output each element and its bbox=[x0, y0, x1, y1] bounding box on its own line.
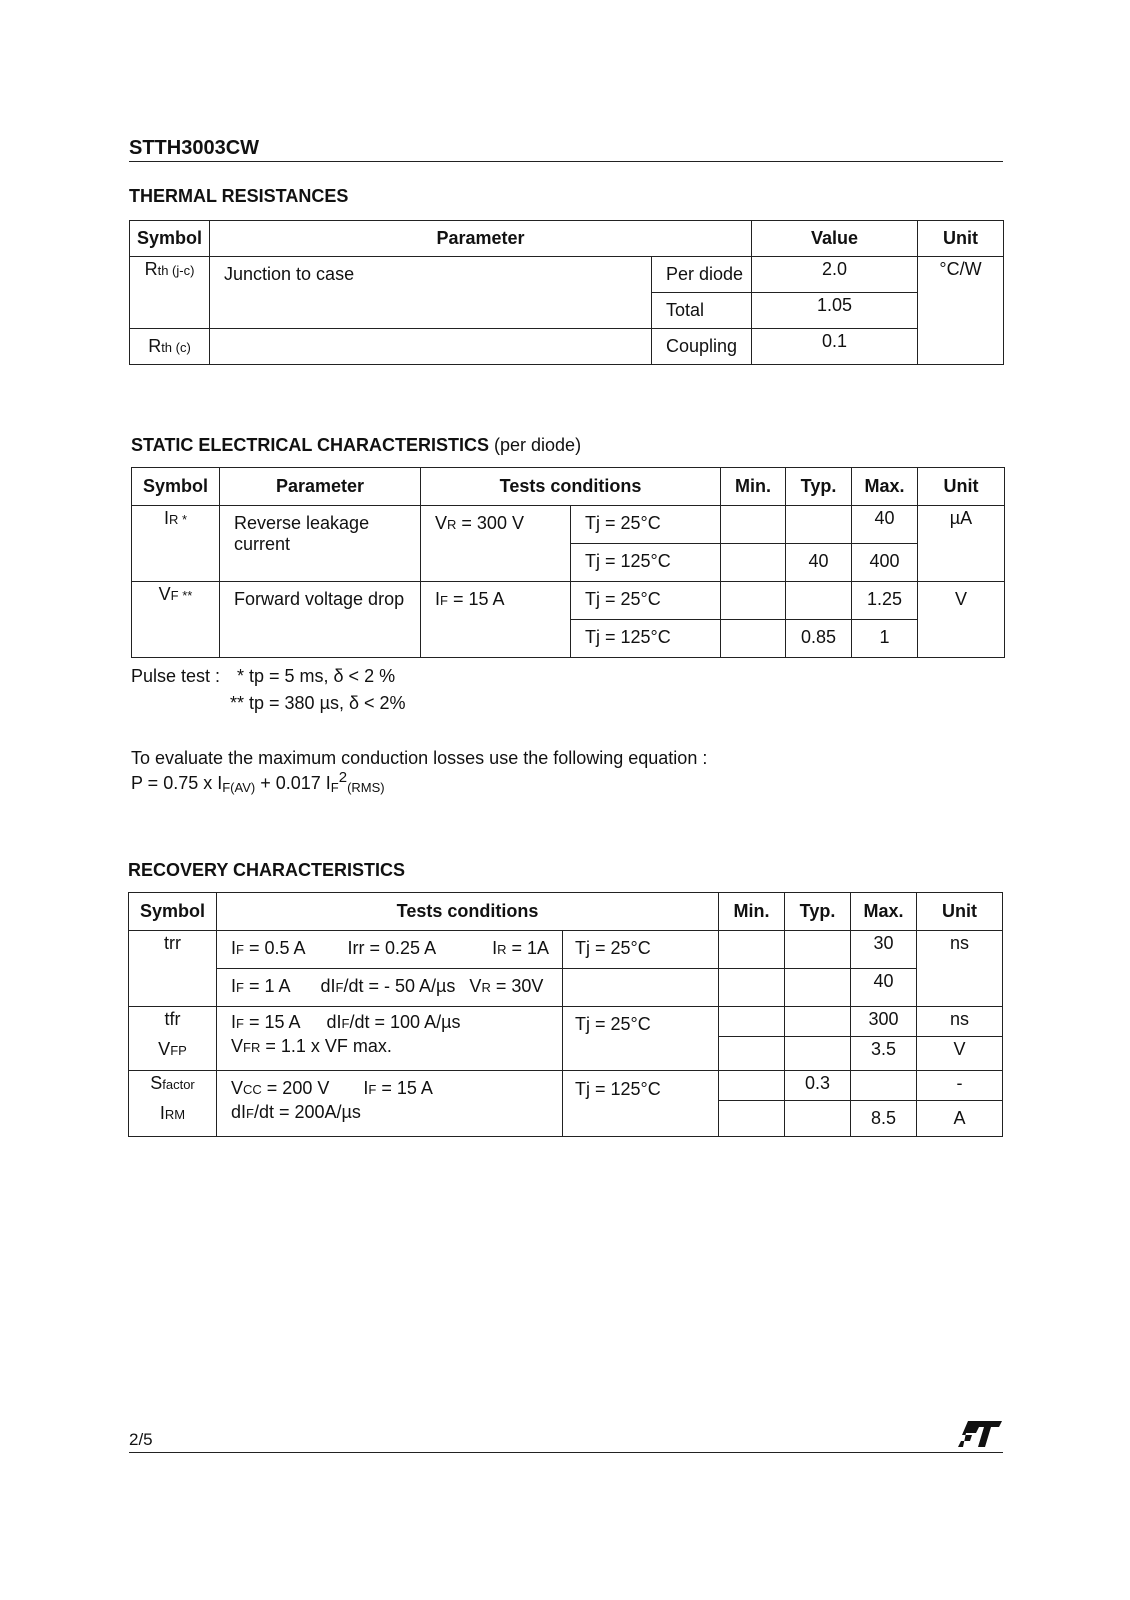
thermal-table bbox=[129, 220, 1004, 365]
trr-cond-tj-empty bbox=[563, 969, 719, 1007]
trr-cond-tj: Tj = 25°C bbox=[563, 931, 719, 969]
st-logo-icon bbox=[958, 1420, 1004, 1448]
footer-rule bbox=[129, 1452, 1003, 1453]
unit-vfp: V bbox=[917, 1037, 1003, 1071]
value-total: 1.05 bbox=[752, 293, 918, 329]
tfr-cond: IF = 15 A dIF/dt = 100 A/µs VFR = 1.1 x VF max. bbox=[217, 1007, 563, 1071]
col-tests: Tests conditions bbox=[217, 893, 719, 931]
max-vfp: 3.5 bbox=[851, 1037, 917, 1071]
symbol-rth-c: Rth (c) bbox=[130, 329, 210, 365]
cond-vr: VR = 300 V bbox=[421, 506, 571, 582]
tfr-cond-tj: Tj = 25°C bbox=[563, 1007, 719, 1071]
symbol-vfp: VFP bbox=[129, 1037, 217, 1071]
min-irm bbox=[719, 1101, 785, 1137]
col-max: Max. bbox=[851, 893, 917, 931]
cond-tj-25: Tj = 25°C bbox=[571, 582, 721, 620]
min-ir-125 bbox=[721, 544, 786, 582]
col-max: Max. bbox=[852, 468, 918, 506]
max-vf-125: 1 bbox=[852, 620, 918, 658]
max-ir-125: 400 bbox=[852, 544, 918, 582]
symbol-tfr: tfr bbox=[129, 1007, 217, 1037]
static-heading-note: (per diode) bbox=[494, 435, 582, 455]
min-tfr bbox=[719, 1007, 785, 1037]
recovery-heading: RECOVERY CHARACTERISTICS bbox=[128, 860, 406, 880]
typ-vfp bbox=[785, 1037, 851, 1071]
typ-tfr bbox=[785, 1007, 851, 1037]
symbol-trr: trr bbox=[129, 931, 217, 1007]
static-table bbox=[131, 467, 1005, 658]
trr-cond-row1: IF = 0.5 A Irr = 0.25 A IR = 1A bbox=[217, 931, 563, 969]
page-number: 2/5 bbox=[129, 1430, 153, 1449]
max-vf-25: 1.25 bbox=[852, 582, 918, 620]
param-empty bbox=[210, 329, 652, 365]
min-ir-25 bbox=[721, 506, 786, 544]
unit-trr: ns bbox=[917, 931, 1003, 1007]
trr-cond-row2: IF = 1 A dIF/dt = - 50 A/µs VR = 30V bbox=[217, 969, 563, 1007]
col-unit: Unit bbox=[918, 221, 1004, 257]
col-symbol: Symbol bbox=[129, 893, 217, 931]
equation: P = 0.75 x $I_{F(AV)} + 0.017$ $I_F^2_{(RMS)}$ bbox=[131, 769, 385, 795]
col-parameter: Parameter bbox=[210, 221, 752, 257]
col-unit: Unit bbox=[918, 468, 1005, 506]
min-trr-1 bbox=[719, 931, 785, 969]
cond-per-diode: Per diode bbox=[652, 257, 752, 293]
cond-if: IF = 15 A bbox=[421, 582, 571, 658]
col-min: Min. bbox=[719, 893, 785, 931]
unit-v: V bbox=[918, 582, 1005, 658]
col-parameter: Parameter bbox=[220, 468, 421, 506]
sfactor-cond: VCC = 200 V IF = 15 A dIF/dt = 200A/µs bbox=[217, 1071, 563, 1137]
symbol-rth-jc: Rth (j-c) bbox=[130, 257, 210, 329]
max-trr-1: 30 bbox=[851, 931, 917, 969]
cond-tj-25: Tj = 25°C bbox=[571, 506, 721, 544]
col-min: Min. bbox=[721, 468, 786, 506]
min-trr-2 bbox=[719, 969, 785, 1007]
col-tests: Tests conditions bbox=[421, 468, 721, 506]
col-typ: Typ. bbox=[785, 893, 851, 931]
typ-sfactor: 0.3 bbox=[785, 1071, 851, 1101]
sfactor-cond-tj: Tj = 125°C bbox=[563, 1071, 719, 1137]
symbol-vf: VF ** bbox=[132, 582, 220, 658]
value-coupling: 0.1 bbox=[752, 329, 918, 365]
max-ir-25: 40 bbox=[852, 506, 918, 544]
min-vf-125 bbox=[721, 620, 786, 658]
typ-ir-125: 40 bbox=[786, 544, 852, 582]
param-reverse-leakage: Reverse leakage current bbox=[220, 506, 421, 582]
cond-coupling: Coupling bbox=[652, 329, 752, 365]
col-typ: Typ. bbox=[786, 468, 852, 506]
document-title: STTH3003CW bbox=[129, 137, 260, 159]
static-heading-bold: STATIC ELECTRICAL CHARACTERISTICS bbox=[131, 435, 489, 455]
unit-irm: A bbox=[917, 1101, 1003, 1137]
max-trr-2: 40 bbox=[851, 969, 917, 1007]
symbol-sfactor: Sfactor bbox=[129, 1071, 217, 1101]
typ-trr-1 bbox=[785, 931, 851, 969]
param-forward-voltage: Forward voltage drop bbox=[220, 582, 421, 658]
param-junction-to-case: Junction to case bbox=[210, 257, 652, 329]
cond-total: Total bbox=[652, 293, 752, 329]
min-vfp bbox=[719, 1037, 785, 1071]
pulse-test-2: ** tp = 380 µs, δ < 2% bbox=[230, 693, 406, 713]
max-sfactor bbox=[851, 1071, 917, 1101]
unit-sfactor: - bbox=[917, 1071, 1003, 1101]
max-irm: 8.5 bbox=[851, 1101, 917, 1137]
thermal-heading: THERMAL RESISTANCES bbox=[129, 186, 349, 206]
cond-tj-125: Tj = 125°C bbox=[571, 544, 721, 582]
unit-c-per-w: °C/W bbox=[918, 257, 1004, 365]
pulse-test-label: Pulse test : bbox=[131, 666, 221, 686]
symbol-ir: IR * bbox=[132, 506, 220, 582]
typ-vf-125: 0.85 bbox=[786, 620, 852, 658]
typ-irm bbox=[785, 1101, 851, 1137]
unit-ua: µA bbox=[918, 506, 1005, 582]
col-symbol: Symbol bbox=[130, 221, 210, 257]
typ-vf-25 bbox=[786, 582, 852, 620]
recovery-table bbox=[128, 892, 1003, 1137]
cond-tj-125: Tj = 125°C bbox=[571, 620, 721, 658]
typ-trr-2 bbox=[785, 969, 851, 1007]
header-rule bbox=[129, 161, 1003, 162]
max-tfr: 300 bbox=[851, 1007, 917, 1037]
value-per-diode: 2.0 bbox=[752, 257, 918, 293]
min-sfactor bbox=[719, 1071, 785, 1101]
equation-intro: To evaluate the maximum conduction losses use the following equation : bbox=[131, 748, 708, 768]
unit-tfr: ns bbox=[917, 1007, 1003, 1037]
col-unit: Unit bbox=[917, 893, 1003, 931]
pulse-test-1: * tp = 5 ms, δ < 2 % bbox=[237, 666, 396, 686]
min-vf-25 bbox=[721, 582, 786, 620]
typ-ir-25 bbox=[786, 506, 852, 544]
col-value: Value bbox=[752, 221, 918, 257]
col-symbol: Symbol bbox=[132, 468, 220, 506]
symbol-irm: IRM bbox=[129, 1101, 217, 1137]
static-heading bbox=[131, 435, 581, 456]
